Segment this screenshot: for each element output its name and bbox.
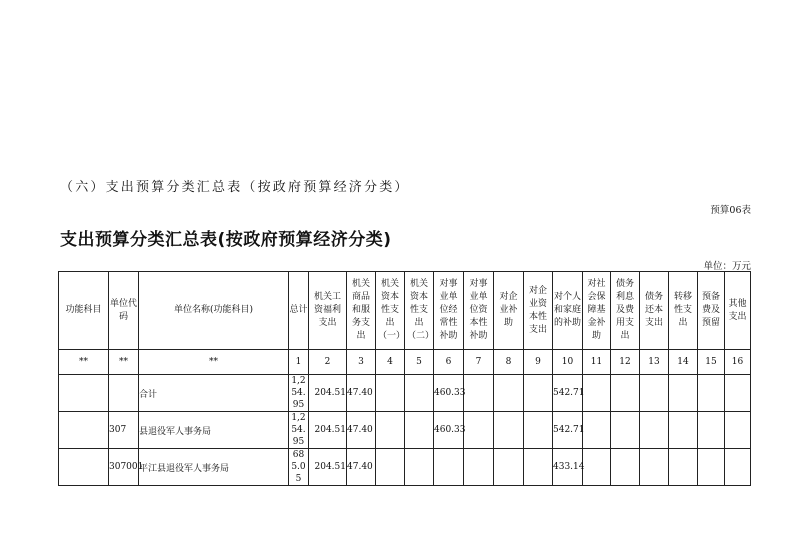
- unit-label: 单位：万元: [703, 261, 751, 272]
- value-cell: [376, 449, 405, 486]
- code-cell: 307: [109, 412, 139, 449]
- value-cell: 460.33: [434, 375, 464, 412]
- value-cell: [669, 449, 698, 486]
- section-title: （六）支出预算分类汇总表（按政府预算经济分类）: [60, 180, 410, 195]
- index-cell: 16: [725, 350, 751, 375]
- page-title: 支出预算分类汇总表(按政府预算经济分类): [60, 230, 392, 250]
- header-cell: 对社会保障基金补助: [583, 272, 611, 350]
- value-cell: 47.40: [347, 375, 376, 412]
- value-cell: [698, 412, 725, 449]
- index-cell: 2: [309, 350, 347, 375]
- header-cell: 对个人和家庭的补助: [553, 272, 583, 350]
- value-cell: [494, 449, 524, 486]
- func-cell: [59, 375, 109, 412]
- value-cell: [524, 412, 553, 449]
- value-cell: [640, 449, 669, 486]
- header-cell: 机关资本性支出（二）: [405, 272, 434, 350]
- value-cell: [640, 375, 669, 412]
- index-cell: **: [109, 350, 139, 375]
- index-row: [59, 350, 751, 375]
- func-cell: [59, 449, 109, 486]
- total-cell: 1,254.95: [289, 375, 309, 412]
- value-cell: [725, 449, 751, 486]
- header-cell: 债务利息及费用支出: [611, 272, 640, 350]
- name-cell: 县退役军人事务局: [139, 412, 289, 449]
- code-cell: 307001: [109, 449, 139, 486]
- value-cell: [583, 412, 611, 449]
- value-cell: [583, 375, 611, 412]
- header-cell: 机关工资福利支出: [309, 272, 347, 350]
- header-cell: 其他支出: [725, 272, 751, 350]
- value-cell: 204.51: [309, 375, 347, 412]
- value-cell: [583, 449, 611, 486]
- expenditure-table: [58, 271, 751, 486]
- header-cell: 转移性支出: [669, 272, 698, 350]
- header-cell: 对企业补助: [494, 272, 524, 350]
- index-cell: 1: [289, 350, 309, 375]
- value-cell: [698, 449, 725, 486]
- index-cell: 6: [434, 350, 464, 375]
- name-cell: 平江县退役军人事务局: [139, 449, 289, 486]
- func-cell: [59, 412, 109, 449]
- value-cell: [698, 375, 725, 412]
- value-cell: [669, 412, 698, 449]
- value-cell: [611, 412, 640, 449]
- index-cell: 3: [347, 350, 376, 375]
- value-cell: [494, 375, 524, 412]
- total-cell: 685.05: [289, 449, 309, 486]
- value-cell: [434, 449, 464, 486]
- index-cell: 9: [524, 350, 553, 375]
- value-cell: [464, 375, 494, 412]
- header-cell: 单位代码: [109, 272, 139, 350]
- header-cell: 功能科目: [59, 272, 109, 350]
- code-cell: [109, 375, 139, 412]
- index-cell: 14: [669, 350, 698, 375]
- value-cell: [376, 375, 405, 412]
- header-cell: 对企业资本性支出: [524, 272, 553, 350]
- header-cell: 预备费及预留: [698, 272, 725, 350]
- header-cell: 机关资本性支出（一）: [376, 272, 405, 350]
- value-cell: 433.14: [553, 449, 583, 486]
- header-cell: 机关商品和服务支出: [347, 272, 376, 350]
- value-cell: [640, 412, 669, 449]
- header-cell: 债务还本支出: [640, 272, 669, 350]
- index-cell: 7: [464, 350, 494, 375]
- value-cell: [376, 412, 405, 449]
- value-cell: [669, 375, 698, 412]
- value-cell: 542.71: [553, 412, 583, 449]
- index-cell: 4: [376, 350, 405, 375]
- header-cell: 总计: [289, 272, 309, 350]
- index-cell: 10: [553, 350, 583, 375]
- header-row: [59, 272, 751, 350]
- index-cell: 5: [405, 350, 434, 375]
- value-cell: [405, 375, 434, 412]
- value-cell: [524, 449, 553, 486]
- header-cell: 对事业单位资本性补助: [464, 272, 494, 350]
- index-cell: 13: [640, 350, 669, 375]
- value-cell: [725, 412, 751, 449]
- value-cell: [494, 412, 524, 449]
- index-cell: 11: [583, 350, 611, 375]
- value-cell: [725, 375, 751, 412]
- header-cell: 单位名称(功能科目): [139, 272, 289, 350]
- index-cell: **: [139, 350, 289, 375]
- value-cell: [405, 412, 434, 449]
- value-cell: 47.40: [347, 449, 376, 486]
- value-cell: 460.33: [434, 412, 464, 449]
- index-cell: 12: [611, 350, 640, 375]
- header-cell: 对事业单位经常性补助: [434, 272, 464, 350]
- index-cell: 15: [698, 350, 725, 375]
- index-cell: 8: [494, 350, 524, 375]
- value-cell: 204.51: [309, 412, 347, 449]
- form-number: 预算06表: [710, 205, 751, 216]
- table-row-total: [59, 375, 751, 412]
- table-row: [59, 449, 751, 486]
- value-cell: 204.51: [309, 449, 347, 486]
- table-row: [59, 412, 751, 449]
- name-cell: 合计: [139, 375, 289, 412]
- total-cell: 1,254.95: [289, 412, 309, 449]
- value-cell: [464, 412, 494, 449]
- value-cell: [405, 449, 434, 486]
- value-cell: [611, 449, 640, 486]
- value-cell: 47.40: [347, 412, 376, 449]
- value-cell: [611, 375, 640, 412]
- value-cell: [524, 375, 553, 412]
- value-cell: [464, 449, 494, 486]
- value-cell: 542.71: [553, 375, 583, 412]
- index-cell: **: [59, 350, 109, 375]
